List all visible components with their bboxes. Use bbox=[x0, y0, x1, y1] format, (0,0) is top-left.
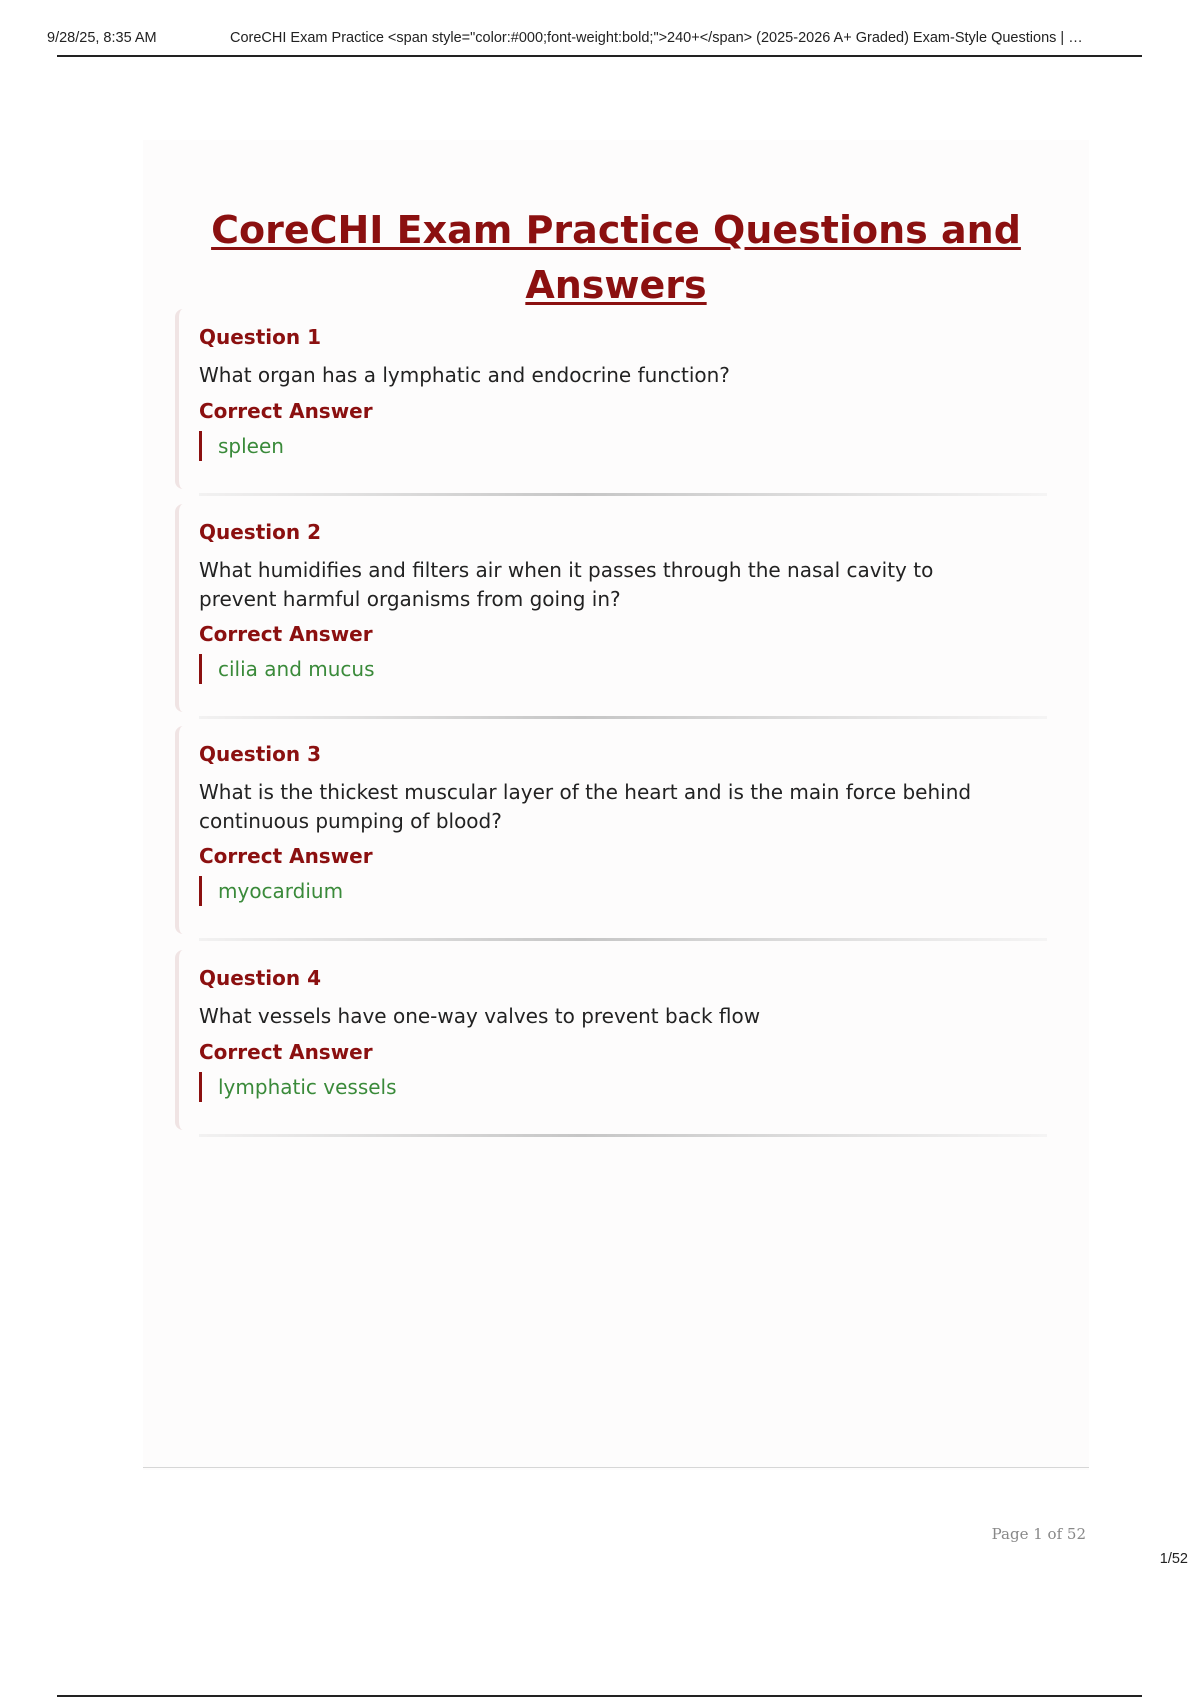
question-card-2 bbox=[175, 504, 1047, 712]
question-card-3 bbox=[175, 726, 1047, 934]
question-card-4 bbox=[175, 950, 1047, 1130]
answer-value: myocardium bbox=[199, 876, 343, 906]
question-text: What vessels have one-way valves to prevent back flow bbox=[199, 1004, 761, 1028]
answer-value: spleen bbox=[199, 431, 284, 461]
answer-value: cilia and mucus bbox=[199, 654, 375, 684]
answer-label: Correct Answer bbox=[199, 399, 373, 423]
question-label: Question 2 bbox=[199, 520, 321, 544]
question-label: Question 3 bbox=[199, 742, 321, 766]
answer-value: lymphatic vessels bbox=[199, 1072, 397, 1102]
question-text: What humidifies and filters air when it passes through the nasal cavity to prevent harmful organisms from going in? bbox=[199, 558, 934, 611]
question-text: What organ has a lymphatic and endocrine function? bbox=[199, 363, 730, 387]
header-divider bbox=[57, 55, 1142, 57]
print-document-title: CoreCHI Exam Practice <span style="color:#000;font-weight:bold;">240+</span> (2025-2026 A+ Graded) Exam-Style Questions | … bbox=[230, 30, 1083, 46]
answer-label: Correct Answer bbox=[199, 622, 373, 646]
page-footer: Page 1 of 52 bbox=[991, 1525, 1086, 1543]
footer-print-divider bbox=[57, 1695, 1142, 1697]
page-title bbox=[143, 203, 1089, 313]
print-header bbox=[47, 28, 1177, 56]
answer-label: Correct Answer bbox=[199, 844, 373, 868]
print-date: 9/28/25, 8:35 AM bbox=[47, 30, 157, 46]
footer-divider bbox=[143, 1467, 1089, 1468]
question-text: What is the thickest muscular layer of the heart and is the main force behind continuous pumping of blood? bbox=[199, 780, 972, 833]
print-page-number: 1/52 bbox=[1159, 1551, 1188, 1567]
question-label: Question 1 bbox=[199, 325, 321, 349]
answer-label: Correct Answer bbox=[199, 1040, 373, 1064]
question-label: Question 4 bbox=[199, 966, 321, 990]
page-title-line-2: Answers bbox=[525, 263, 707, 307]
question-card-1 bbox=[175, 309, 1047, 489]
page-title-line-1: CoreCHI Exam Practice Questions and bbox=[211, 208, 1021, 252]
